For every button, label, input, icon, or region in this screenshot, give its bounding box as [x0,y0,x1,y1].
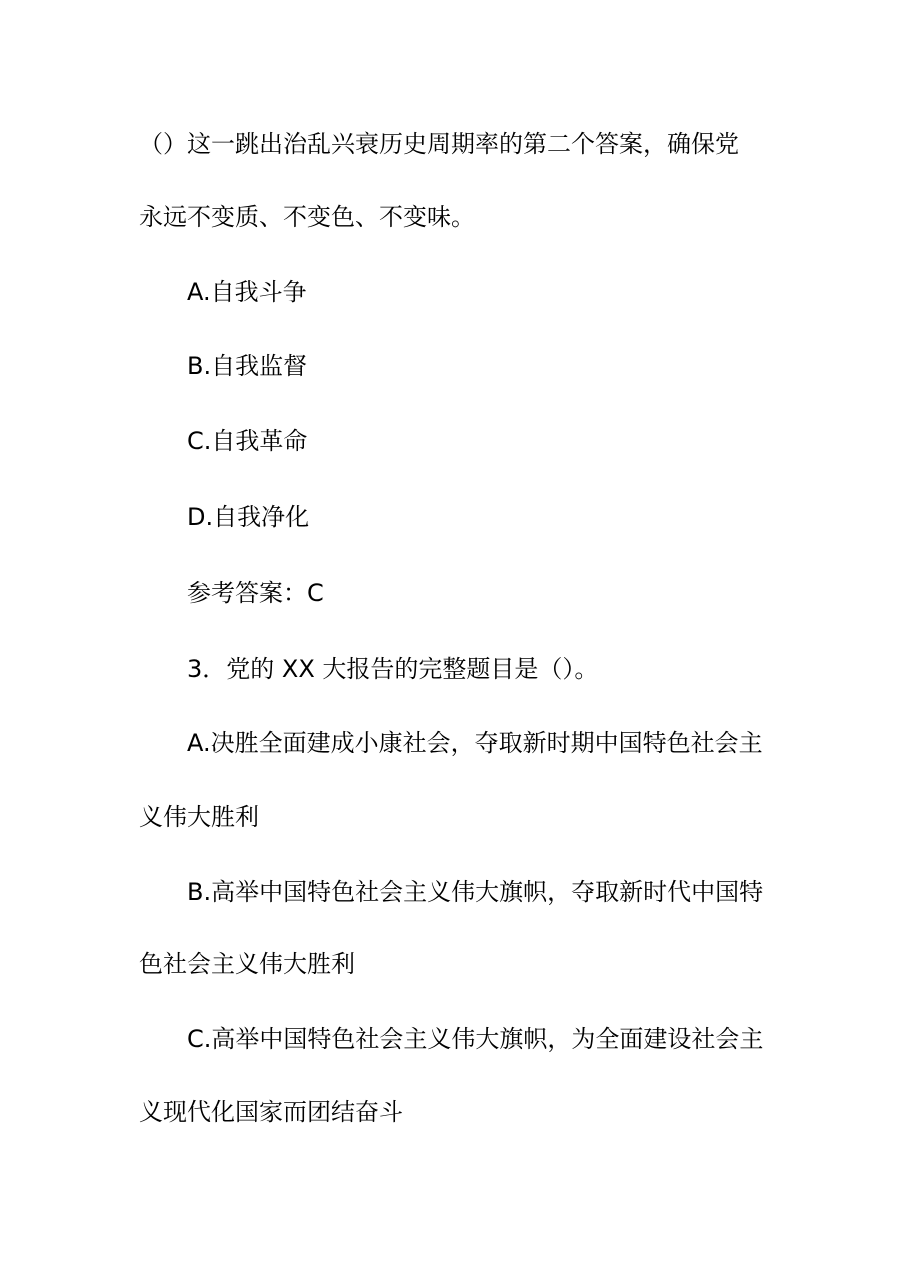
question-3-option-a-line-1: A.决胜全面建成小康社会，夺取新时期中国特色社会主 [187,729,763,757]
question-2-stem-line-2: 永远不变质、不变色、不变味。 [139,203,475,231]
question-2-option-a: A.自我斗争 [187,278,307,306]
question-2-option-c: C.自我革命 [187,427,308,455]
question-3-option-b-line-1: B.高举中国特色社会主义伟大旗帜，夺取新时代中国特 [187,878,764,906]
question-3-option-c-line-2: 义现代化国家而团结奋斗 [139,1098,403,1126]
question-2-stem-line-1: （）这一跳出治乱兴衰历史周期率的第二个答案，确保党 [139,130,739,158]
question-3-option-b-line-2: 色社会主义伟大胜利 [139,950,355,978]
question-3-option-a-line-2: 义伟大胜利 [139,803,259,831]
question-2-option-d: D.自我净化 [187,503,310,531]
question-2-option-b: B.自我监督 [187,352,308,380]
question-2-answer: 参考答案：C [187,579,324,607]
question-3-stem: 3．党的 XX 大报告的完整题目是（）。 [187,655,599,683]
question-3-option-c-line-1: C.高举中国特色社会主义伟大旗帜，为全面建设社会主 [187,1025,764,1053]
